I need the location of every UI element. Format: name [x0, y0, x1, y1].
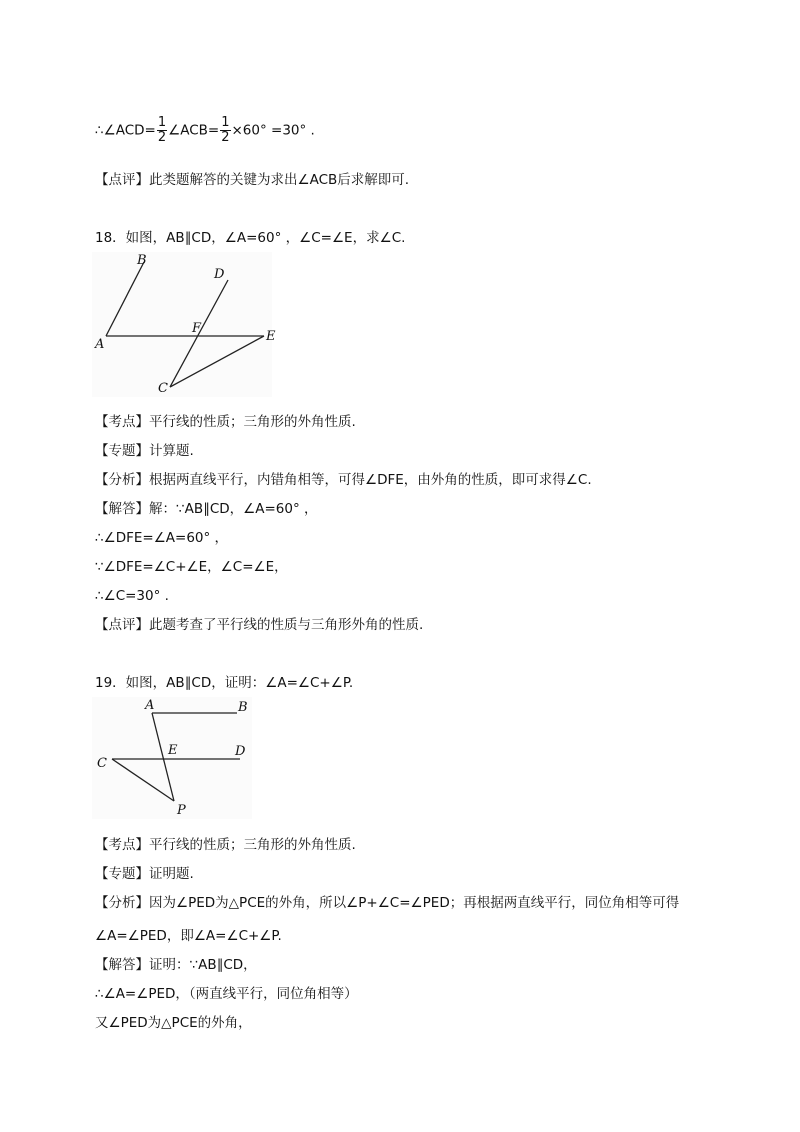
q18-jieda: 【解答】解：∵AB∥CD，∠A=60° ， — [95, 501, 318, 517]
label-p: P — [177, 803, 186, 818]
label-b: B — [137, 253, 147, 268]
label-b: B — [238, 700, 248, 715]
q18-figure — [92, 252, 276, 397]
q18-kaodian: 【考点】平行线的性质；三角形的外角性质. — [95, 414, 356, 430]
q19-figure-bg — [92, 697, 252, 819]
sol17-review: 【点评】此类题解答的关键为求出∠ACB后求解即可. — [95, 172, 410, 188]
q19-fenxi-1: 【分析】因为∠PED为△PCE的外角，所以∠P+∠C=∠PED；再根据两直线平行，同位角相等可得 — [95, 895, 680, 911]
q19-jieda: 【解答】证明：∵AB∥CD， — [95, 957, 257, 973]
q18-step3: ∴∠C=30° . — [95, 588, 169, 604]
label-c: C — [158, 381, 168, 396]
q18-zhuanti: 【专题】计算题. — [95, 443, 194, 459]
fraction-half-1: $\frac{1}{2}$ — [157, 115, 167, 145]
q18-review: 【点评】此题考查了平行线的性质与三角形外角的性质. — [95, 617, 424, 633]
label-d: D — [214, 267, 225, 282]
label-d: D — [235, 744, 246, 759]
label-c: C — [97, 756, 107, 771]
label-f: F — [192, 321, 202, 336]
sol17-mid: ∠ACB= — [168, 122, 220, 139]
q18-step2: ∵∠DFE=∠C+∠E，∠C=∠E， — [95, 559, 288, 575]
q19-step2: 又∠PED为△PCE的外角， — [95, 1015, 252, 1031]
q19-figure — [92, 697, 252, 819]
q19-fenxi-2: ∠A=∠PED，即∠A=∠C+∠P. — [95, 928, 282, 944]
q18-step1: ∴∠DFE=∠A=60° ， — [95, 530, 229, 546]
sol17-prefix: ∴∠ACD= — [95, 122, 156, 139]
q19-kaodian: 【考点】平行线的性质；三角形的外角性质. — [95, 837, 356, 853]
sol17-suffix: ×60° =30° . — [231, 122, 315, 139]
q18-title: 18．如图，AB∥CD，∠A=60° ，∠C=∠E，求∠C. — [95, 230, 406, 246]
q18-figure-bg — [92, 252, 272, 397]
label-a: A — [95, 337, 105, 352]
q18-fenxi: 【分析】根据两直线平行，内错角相等，可得∠DFE，由外角的性质，即可求得∠C. — [95, 472, 592, 488]
label-e: E — [266, 329, 276, 344]
label-a: A — [145, 698, 155, 713]
fraction-half-2: $\frac{1}{2}$ — [221, 115, 230, 145]
q19-title: 19．如图，AB∥CD，证明：∠A=∠C+∠P. — [95, 675, 354, 691]
label-e: E — [168, 743, 178, 758]
sol17-result-line — [95, 116, 315, 145]
q19-zhuanti: 【专题】证明题. — [95, 866, 194, 882]
q19-step1: ∴∠A=∠PED，（两直线平行，同位角相等） — [95, 986, 358, 1002]
